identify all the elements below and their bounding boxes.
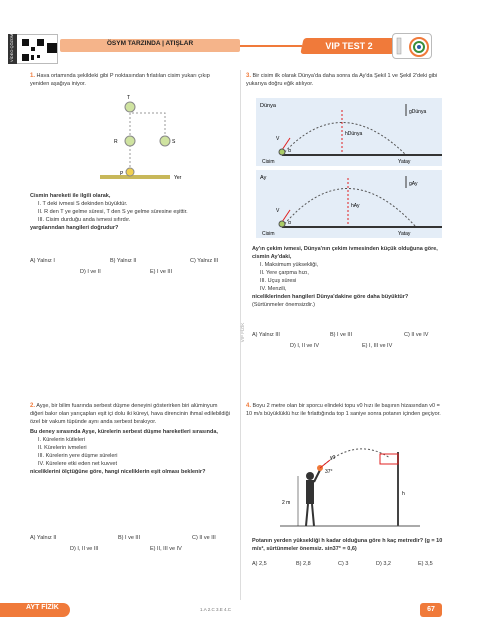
q1-item: II. R den T ye gelme süresi, T den S ye gelme süresine eşittir. (38, 209, 188, 215)
fig1-g: gDünya (409, 109, 427, 115)
q1-item: I. T deki ivmesi S dekinden büyüktür. (38, 201, 128, 207)
fig1-yatay: Yatay (398, 159, 411, 165)
q4-text: Boyu 2 metre olan bir sporcu elindeki topu v0 hızı ile başının hizasından v0 = 10 m/s büyüklüklü hız ile fırlattığında top 1 saniye sonra potanın içinden geçiyor. (246, 403, 441, 417)
fig2-yatay: Yatay (398, 231, 411, 237)
target-icon (393, 34, 433, 60)
q4-option-a[interactable]: A) 2,5 (252, 561, 267, 567)
q2-item: II. Kürelerin ivmeleri (38, 445, 87, 451)
question-4 (246, 402, 446, 418)
q4-option-b[interactable]: B) 2,8 (296, 561, 311, 567)
q1-number: 1. (30, 73, 36, 79)
label-P: P (120, 171, 124, 177)
fig1-a: α (288, 148, 291, 154)
fig2-v: V (276, 208, 280, 214)
side-label: VIP FİZİK (240, 322, 246, 343)
q3-number: 3. (246, 73, 252, 79)
q4-option-d[interactable]: D) 3,2 (376, 561, 391, 567)
footer-subject: AYT FİZİK (26, 604, 59, 611)
q1-stem: Cismin hareketi ile ilgili olarak, (30, 193, 111, 199)
label-R: R (114, 139, 118, 145)
q1-option-a[interactable]: A) Yalnız I (30, 258, 55, 264)
q2-ask: niceliklerini ölçtüğüne göre, hangi niceliklerin eşit olması beklenir? (30, 469, 206, 475)
q1-body (30, 192, 230, 232)
page-number: 67 (420, 603, 442, 617)
q1-option-b[interactable]: B) Yalnız II (110, 258, 137, 264)
q4-number: 4. (246, 403, 252, 409)
vip-title: VIP TEST 2 (325, 41, 373, 51)
q3-note: (Sürtünmeler önemsizdir.) (252, 302, 315, 308)
q4-v0: v0 (330, 455, 336, 461)
answer-key: 1.A 2.C 3.E 4.C (200, 607, 232, 612)
fig2-cisim: Cisim (262, 231, 275, 237)
q3-option-d[interactable]: D) I, II ve IV (290, 343, 320, 349)
fig1-title: Dünya (260, 103, 276, 109)
q3-option-c[interactable]: C) II ve IV (404, 332, 429, 338)
q3-option-b[interactable]: B) I ve III (330, 332, 353, 338)
q3-option-e[interactable]: E) I, III ve IV (362, 343, 393, 349)
q2-option-e[interactable]: E) II, III ve IV (150, 546, 182, 552)
q2-item: I. Kürelerin kütleleri (38, 437, 86, 443)
q4-h: h (402, 491, 405, 497)
q2-option-a[interactable]: A) Yalnız II (30, 535, 57, 541)
q2-option-b[interactable]: B) I ve III (118, 535, 141, 541)
label-T: T (127, 95, 131, 101)
q4-2m: 2 m (282, 500, 291, 506)
q3-figure-2 (256, 170, 442, 238)
label-yer: Yer (174, 175, 182, 181)
q2-item: IV. Kürelere etki eden net kuvvet (38, 461, 117, 467)
q1-option-c[interactable]: C) Yalnız III (190, 258, 219, 264)
q4-option-c[interactable]: C) 3 (338, 561, 349, 567)
q2-option-c[interactable]: C) II ve III (192, 535, 216, 541)
q4-ask: Potanın yerden yüksekliği h kadar olduğuna göre h kaç metredir? (g = 10 m/s², sürtünmeler önemsiz. sin37° = 0,6) (252, 538, 443, 552)
q1-text: Hava ortamında şekildeki gibi P noktasından fırlatılan cisim yukarı çıkıp yeniden aşağıya iniyor. (30, 73, 210, 87)
q3-stem: Ay'ın çekim ivmesi, Dünya'nın çekim ivmesinden küçük olduğuna göre, cismin Ay'daki, (252, 246, 438, 260)
label-S: S (172, 139, 176, 145)
q4-figure (280, 440, 420, 530)
fig2-title: Ay (260, 175, 267, 181)
q3-figure-1 (256, 98, 442, 166)
header-title: ÖSYM TARZINDA | ATIŞLAR (106, 40, 194, 47)
q3-option-a[interactable]: A) Yalnız III (252, 332, 280, 338)
q1-ask: yargılarından hangileri doğrudur? (30, 225, 119, 231)
q1-option-e[interactable]: E) I ve III (150, 269, 173, 275)
q2-option-d[interactable]: D) I, II ve III (70, 546, 99, 552)
q3-item: IV. Menzili, (260, 286, 287, 292)
q3-text: Bir cisim ilk olarak Dünya'da daha sonra da Ay'da Şekil 1 ve Şekil 2'deki gibi yukarıya doğru eğik atılıyor. (246, 73, 438, 87)
q2-stem: Bu deney sırasında Ayşe, kürelerin serbest düşme hareketleri sırasında, (30, 429, 218, 435)
fig2-h: hAy (351, 203, 360, 209)
fig1-cisim: Cisim (262, 159, 275, 165)
question-1 (30, 72, 230, 88)
question-3 (246, 72, 446, 88)
question-2 (30, 402, 230, 476)
q3-item: III. Uçuş süresi (260, 278, 297, 284)
q1-option-d[interactable]: D) I ve II (80, 269, 101, 275)
q3-item: II. Yere çarpma hızı, (260, 270, 309, 276)
qr-label: VİDEO ÇÖZÜM (8, 34, 17, 64)
fig2-a: α (288, 220, 291, 226)
q1-item: III. Cisim durduğu anda ivmesi sıfırdır. (38, 217, 131, 223)
q1-figure (70, 93, 200, 188)
q2-text: Ayşe, bir bilim fuarında serbest düşme deneyini gösterirken biri alüminyum diğeri bakır olan yarıçapları eşit içi dolu iki küreyi, hava direncinin ihmal edilebildiği özel bir vakum tüpünde aynı anda serbest bırakıyor. (30, 403, 230, 425)
q2-item: III. Kürelerin yere düşme süreleri (38, 453, 118, 459)
q4-option-e[interactable]: E) 3,5 (418, 561, 433, 567)
q4-body (252, 537, 447, 553)
header-divider (240, 45, 302, 47)
fig2-g: gAy (409, 181, 418, 187)
q2-number: 2. (30, 403, 36, 409)
q3-ask: niceliklerinden hangileri Dünya'dakine göre daha büyüktür? (252, 294, 409, 300)
brand-logo (392, 33, 432, 59)
q3-item: I. Maksimum yüksekliği, (260, 262, 319, 268)
q3-body (252, 245, 447, 309)
fig1-h: hDünya (345, 131, 363, 137)
fig1-v: V (276, 136, 280, 142)
q4-angle: 37° (325, 469, 333, 475)
